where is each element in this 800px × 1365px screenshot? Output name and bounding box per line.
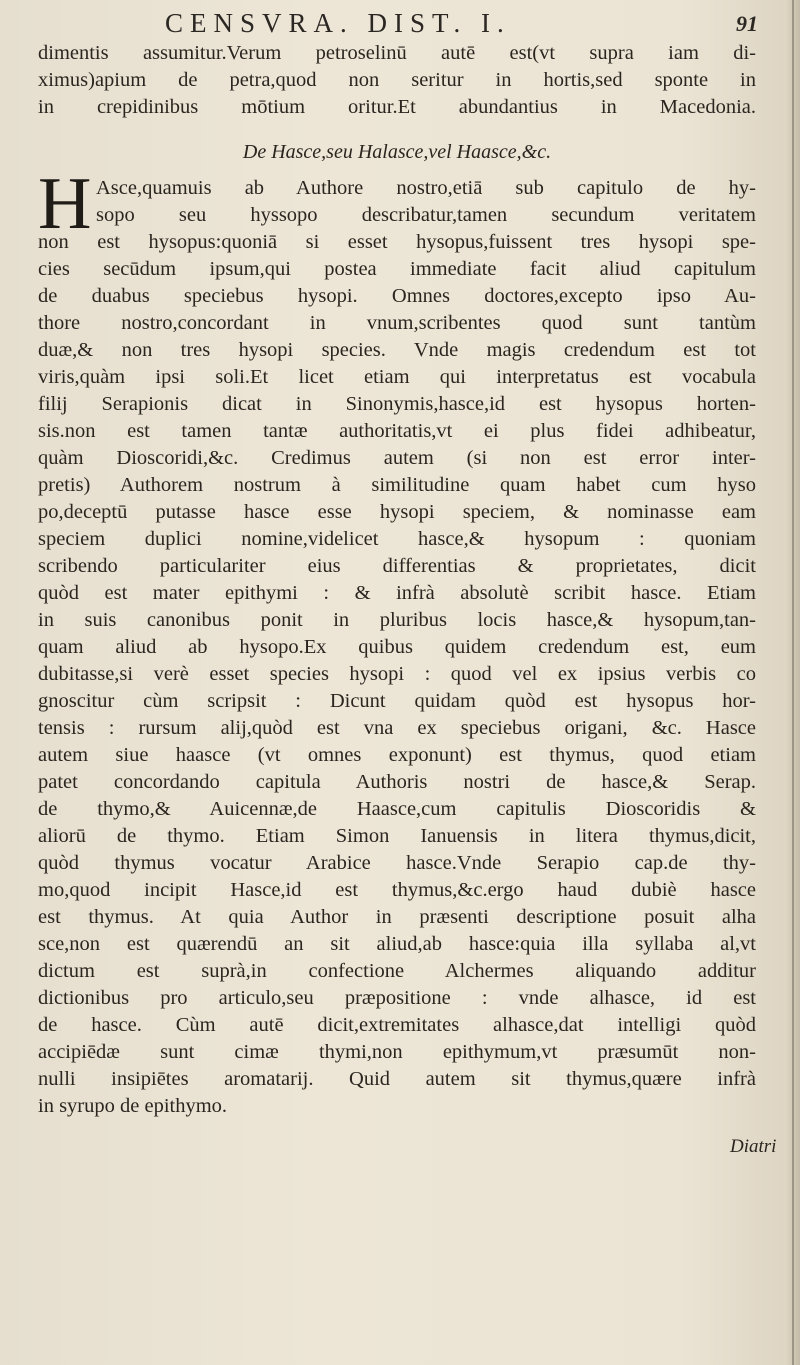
text-line: accipiēdæ sunt cimæ thymi,non epithymum,vt præsumūt non-	[38, 1041, 756, 1063]
opening-lines	[38, 40, 756, 121]
text-line: aliorū de thymo. Etiam Simon Ianuensis in litera thymus,dicit,	[38, 825, 756, 847]
page-edge	[792, 0, 794, 1365]
text-line: tensis : rursum alij,quòd est vna ex speciebus origani, &c. Hasce	[38, 717, 756, 739]
text-line: scribendo particulariter eius differentias & proprietates, dicit	[38, 555, 756, 577]
text-line: de thymo,& Auicennæ,de Haasce,cum capitulis Dioscoridis &	[38, 798, 756, 820]
text-line: sce,non est quærendū an sit aliud,ab hasce:quia illa syllaba al,vt	[38, 933, 756, 955]
catchword: Diatri	[730, 1136, 777, 1157]
text-line: ximus)apium de petra,quod non seritur in hortis,sed sponte in	[38, 69, 756, 91]
text-line: nulli insipiētes aromatarij. Quid autem sit thymus,quære infrà	[38, 1068, 756, 1090]
text-line: cies secūdum ipsum,qui postea immediate facit aliud capitulum	[38, 258, 756, 280]
text-line: pretis) Authorem nostrum à similitudine quam habet cum hyso	[38, 474, 756, 496]
text-line: autem siue haasce (vt omnes exponunt) est thymus, quod etiam	[38, 744, 756, 766]
text-line: viris,quàm ipsi soli.Et licet etiam qui interpretatus est vocabula	[38, 366, 756, 388]
text-line: quòd est mater epithymi : & infrà absolutè scribit hasce. Etiam	[38, 582, 756, 604]
text-line: sopo seu hyssopo describatur,tamen secundum veritatem	[96, 204, 756, 226]
text-line: filij Serapionis dicat in Sinonymis,hasce,id est hysopus horten-	[38, 393, 756, 415]
text-line: dictionibus pro articulo,seu præpositione : vnde alhasce, id est	[38, 987, 756, 1009]
text-block	[38, 40, 756, 1117]
text-line: patet concordando capitula Authoris nostri de hasce,& Serap.	[38, 771, 756, 793]
text-line: non est hysopus:quoniā si esset hysopus,fuissent tres hysopi spe-	[38, 231, 756, 253]
text-line: gnoscitur cùm scripsit : Dicunt quidam quòd est hysopus hor-	[38, 690, 756, 712]
text-line: mo,quod incipit Hasce,id est thymus,&c.ergo haud dubiè hasce	[38, 879, 756, 901]
text-line: dictum est suprà,in confectione Alchermes aliquando additur	[38, 960, 756, 982]
text-line: dimentis assumitur.Verum petroselinū autē est(vt supra iam di-	[38, 42, 756, 64]
text-line: de hasce. Cùm autē dicit,extremitates alhasce,dat intelligi quòd	[38, 1014, 756, 1036]
running-head: CENSVRA. DIST. I.	[165, 8, 511, 38]
text-line: thore nostro,concordant in vnum,scribentes quod sunt tantùm	[38, 312, 756, 334]
text-line: de duabus speciebus hysopi. Omnes doctores,excepto ipso Au-	[38, 285, 756, 307]
text-line: quam aliud ab hysopo.Ex quibus quidem credendum est, eum	[38, 636, 756, 658]
text-line: est thymus. At quia Author in præsenti descriptione posuit alha	[38, 906, 756, 928]
text-line: sis.non est tamen tantæ authoritatis,vt ei plus fidei adhibeatur,	[38, 420, 756, 442]
text-line-last: in syrupo de epithymo.	[38, 1095, 228, 1117]
text-line: Asce,quamuis ab Authore nostro,etiā sub capitulo de hy-	[96, 177, 756, 199]
text-line: in suis canonibus ponit in pluribus locis hasce,& hysopum,tan-	[38, 609, 756, 631]
text-line: speciem duplici nomine,videlicet hasce,& hysopum : quoniam	[38, 528, 756, 550]
text-line: po,deceptū putasse hasce esse hysopi speciem, & nominasse eam	[38, 501, 756, 523]
text-line: dubitasse,si verè esset species hysopi : quod vel ex ipsius verbis co	[38, 663, 756, 685]
page-number: 91	[736, 11, 758, 36]
drop-capital: H	[38, 163, 92, 245]
section-heading: De Hasce,seu Halasce,vel Haasce,&c.	[242, 141, 552, 163]
text-line: in crepidinibus mōtium oritur.Et abundantius in Macedonia.	[38, 96, 756, 118]
text-line: quàm Dioscoridi,&c. Credimus autem (si non est error inter-	[38, 447, 756, 469]
text-line: duæ,& non tres hysopi species. Vnde magis credendum est tot	[38, 339, 756, 361]
text-line: quòd thymus vocatur Arabice hasce.Vnde Serapio cap.de thy-	[38, 852, 756, 874]
main-paragraph	[38, 163, 756, 1120]
